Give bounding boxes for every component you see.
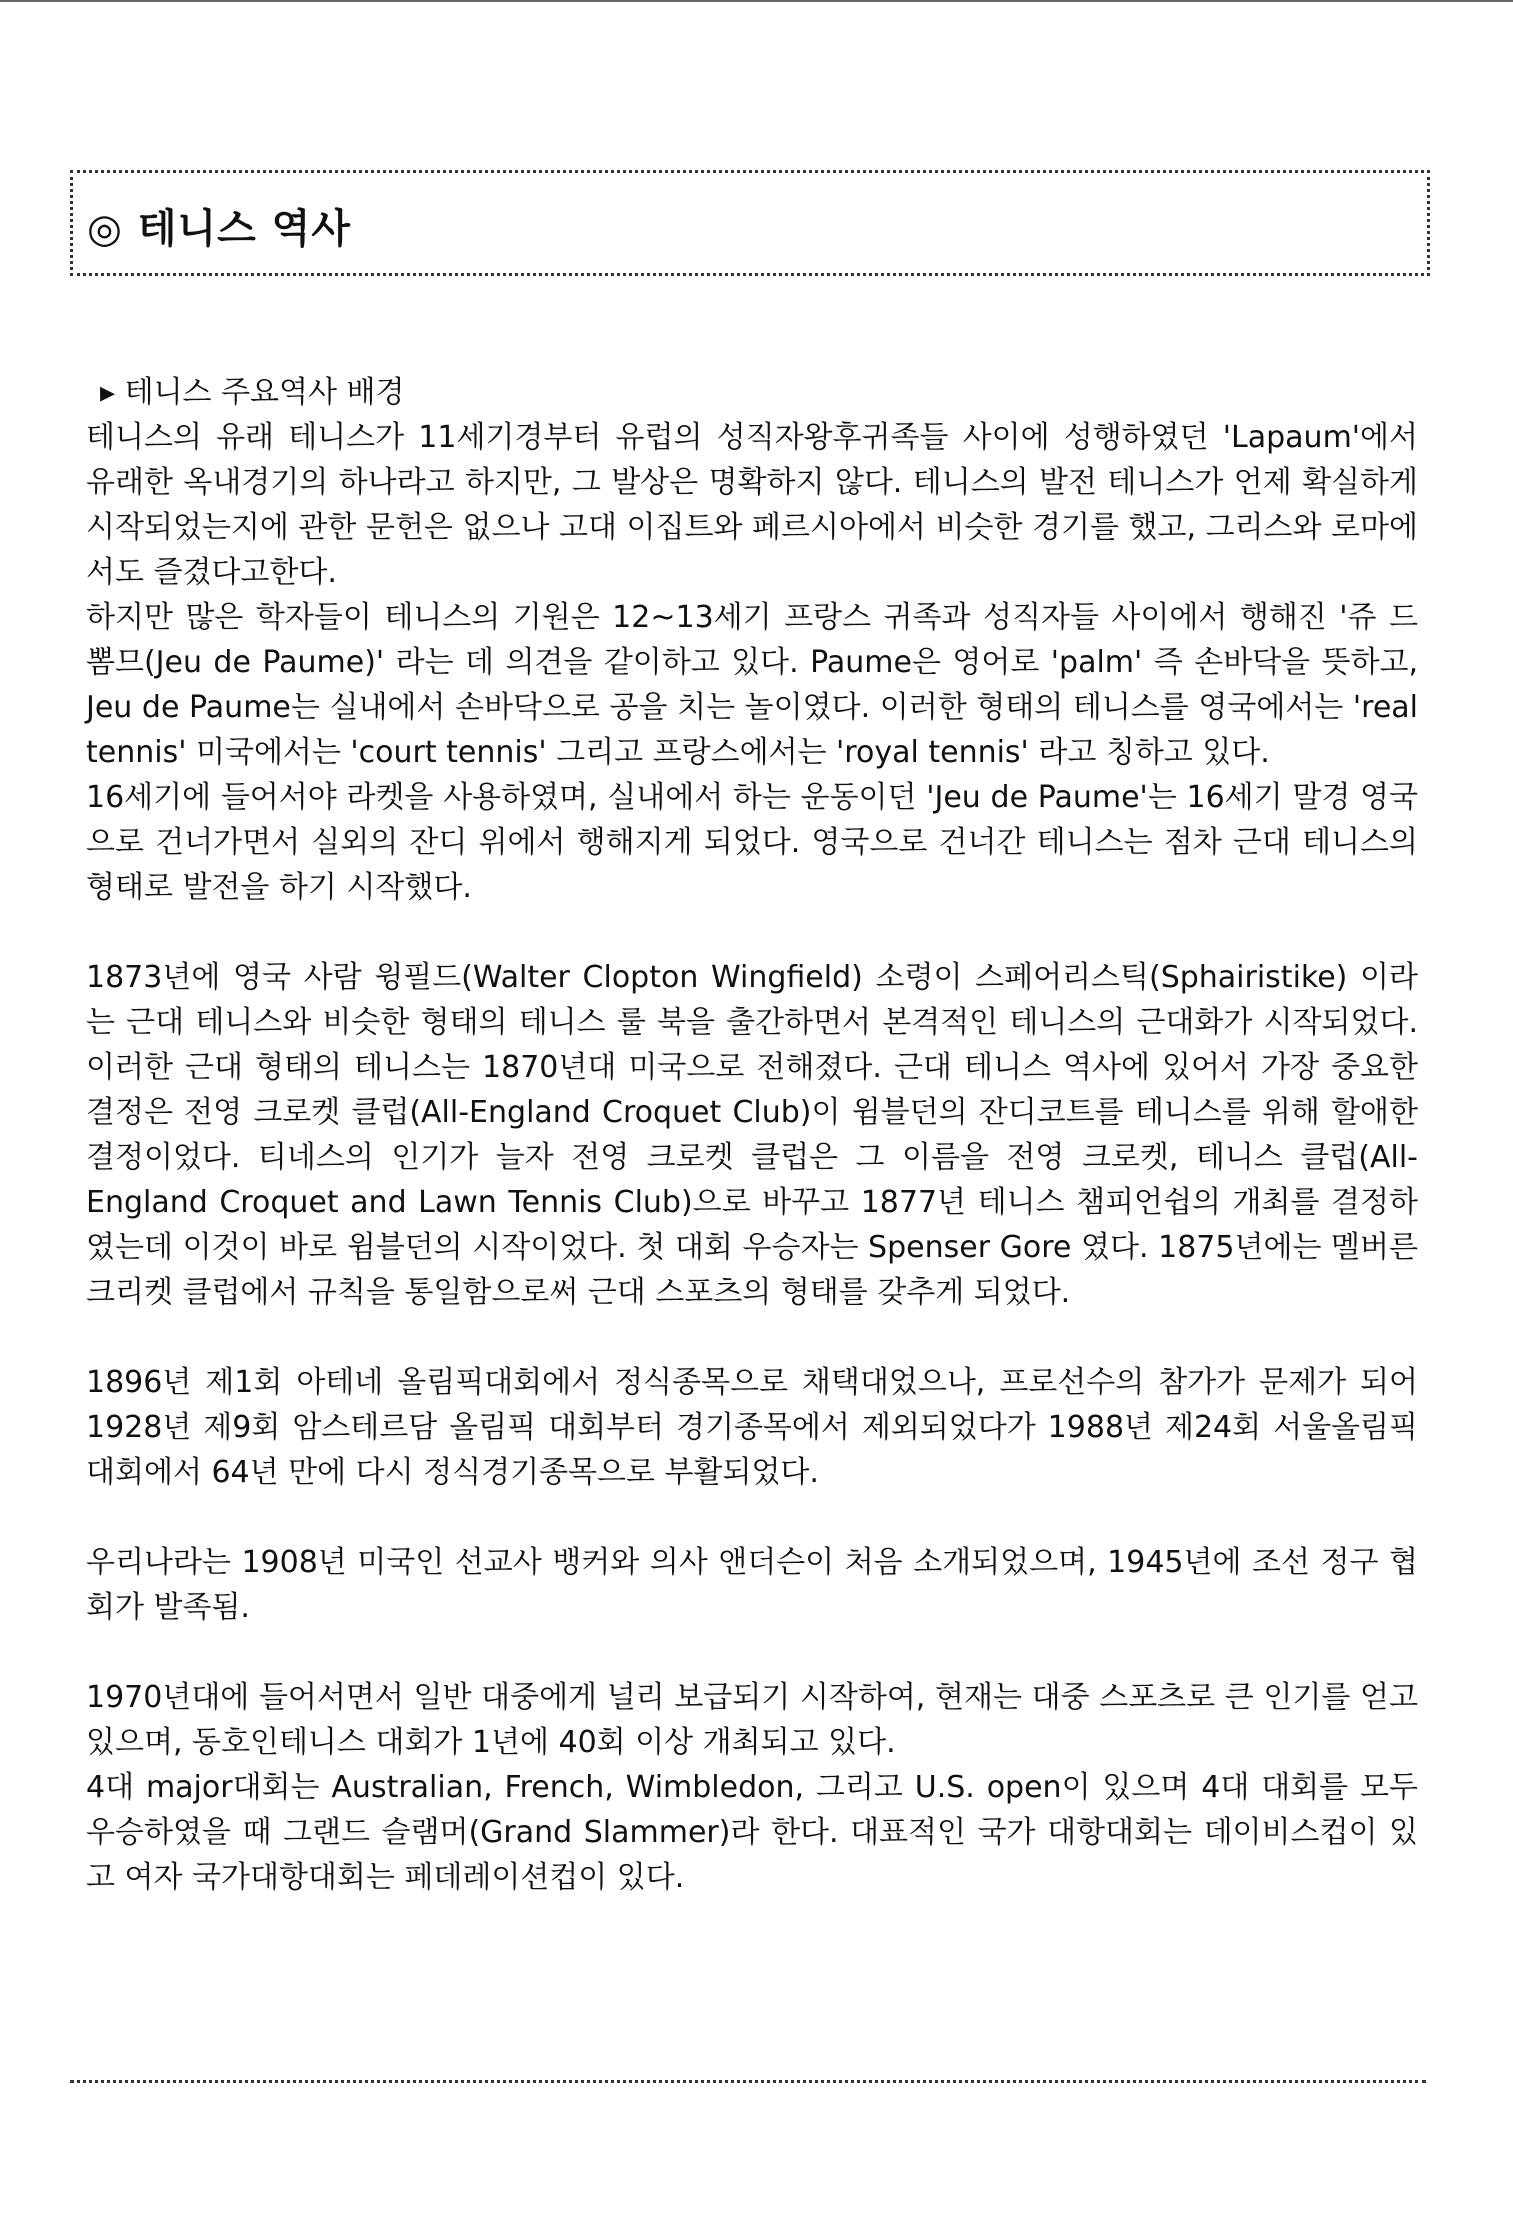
page-title: ◎ 테니스 역사	[87, 206, 351, 252]
body-content	[86, 370, 1418, 1900]
paragraph-korea: 우리나라는 1908년 미국인 선교사 뱅커와 의사 앤더슨이 처음 소개되었으며, 1945년에 조선 정구 협회가 발족됨.	[86, 1545, 1418, 1625]
bottom-rule	[70, 2080, 1426, 2083]
section-heading: ▸ 테니스 주요역사 배경	[100, 375, 405, 410]
paragraph-gap	[86, 1630, 1418, 1675]
paragraph-gap	[86, 1495, 1418, 1540]
paragraph-olympics: 1896년 제1회 아테네 올림픽대회에서 정식종목으로 채택대었으나, 프로선수의 참가가 문제가 되어 1928년 제9회 암스테르담 올림픽 대회부터 경기종목에서 제외되었다가 1988년 제24회 서울올림픽대회에서 64년 만에 다시 정식경기종목으로 부활되었다.	[86, 1365, 1418, 1490]
paragraph-jeu-de-paume: 하지만 많은 학자들이 테니스의 기원은 12~13세기 프랑스 귀족과 성직자들 사이에서 행해진 '쥬 드 뽐므(Jeu de Paume)' 라는 데 의견을 같이하고 있다. Paume은 영어로 'palm' 즉 손바닥을 뜻하고, Jeu de Paume는 실내에서 손바닥으로 공을 치는 놀이였다. 이러한 형태의 테니스를 영국에서는 'real tennis' 미국에서는 'court tennis' 그리고 프랑스에서는 'royal tennis' 라고 칭하고 있다.	[86, 600, 1418, 770]
paragraph-grand-slam: 4대 major대회는 Australian, French, Wimbledon, 그리고 U.S. open이 있으며 4대 대회를 모두 우승하였을 때 그랜드 슬램머(Grand Slammer)라 한다. 대표적인 국가 대항대회는 데이비스컵이 있고 여자 국가대항대회는 페데레이션컵이 있다.	[86, 1770, 1418, 1895]
paragraph-gap	[86, 910, 1418, 955]
top-rule	[0, 0, 1513, 2]
paragraph-wingfield-wimbledon: 1873년에 영국 사람 윙필드(Walter Clopton Wingfield) 소령이 스페어리스틱(Sphairistike) 이라는 근대 테니스와 비슷한 형태의 테니스 룰 북을 출간하면서 본격적인 테니스의 근대화가 시작되었다. 이러한 근대 형태의 테니스는 1870년대 미국으로 전해졌다. 근대 테니스 역사에 있어서 가장 중요한 결정은 전영 크로켓 클럽(All-England Croquet Club)이 윔블던의 잔디코트를 테니스를 위해 할애한 결정이었다. 티네스의 인기가 늘자 전영 크로켓 클럽은 그 이름을 전영 크로켓, 테니스 클럽(All-England Croquet and Lawn Tennis Club)으로 바꾸고 1877년 테니스 챔피언쉽의 개최를 결정하였는데 이것이 바로 윔블던의 시작이었다. 첫 대회 우승자는 Spenser Gore 였다. 1875년에는 멜버른 크리켓 클럽에서 규칙을 통일함으로써 근대 스포츠의 형태를 갖추게 되었다.	[86, 960, 1418, 1310]
paragraph-gap	[86, 1315, 1418, 1360]
paragraph-1970s: 1970년대에 들어서면서 일반 대중에게 널리 보급되기 시작하여, 현재는 대중 스포츠로 큰 인기를 얻고 있으며, 동호인테니스 대회가 1년에 40회 이상 개최되고 있다.	[86, 1680, 1418, 1760]
paragraph-origin: 테니스의 유래 테니스가 11세기경부터 유럽의 성직자왕후귀족들 사이에 성행하였던 'Lapaum'에서 유래한 옥내경기의 하나라고 하지만, 그 발상은 명확하지 않다. 테니스의 발전 테니스가 언제 확실하게 시작되었는지에 관한 문헌은 없으나 고대 이집트와 페르시아에서 비슷한 경기를 했고, 그리스와 로마에서도 즐겼다고한다.	[86, 420, 1418, 590]
title-box	[70, 170, 1430, 276]
paragraph-16th-century: 16세기에 들어서야 라켓을 사용하였며, 실내에서 하는 운동이던 'Jeu de Paume'는 16세기 말경 영국으로 건너가면서 실외의 잔디 위에서 행해지게 되었다. 영국으로 건너간 테니스는 점차 근대 테니스의 형태로 발전을 하기 시작했다.	[86, 780, 1418, 905]
